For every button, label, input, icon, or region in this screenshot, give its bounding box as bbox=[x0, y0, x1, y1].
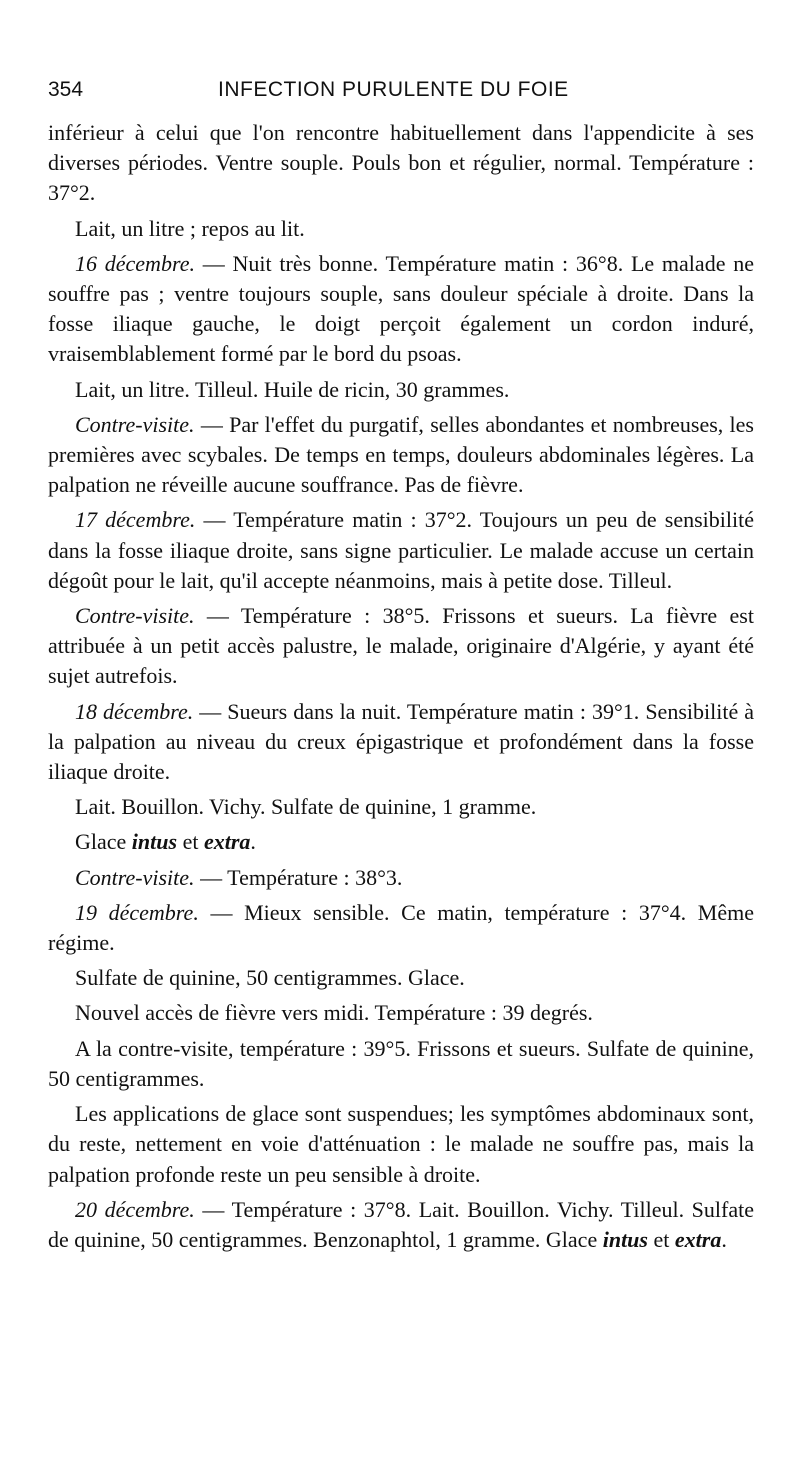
paragraph bbox=[48, 214, 754, 244]
date-label: 20 décembre. bbox=[75, 1196, 195, 1222]
paragraph bbox=[48, 963, 754, 993]
paragraph-text: . bbox=[721, 1226, 727, 1252]
page-number: 354 bbox=[48, 78, 84, 101]
paragraph-text: — Température : 38°3. bbox=[194, 864, 403, 890]
paragraph bbox=[48, 827, 754, 857]
visit-label: Contre-visite. bbox=[75, 603, 195, 629]
paragraph-text: — Sueurs dans la nuit. Température matin : 39°1. Sensibilité à la palpation au niveau du creux épigastrique et profondément dans la fosse iliaque droite. bbox=[48, 698, 754, 785]
paragraph-text: Sulfate de quinine, 50 centigrammes. Glace. bbox=[75, 965, 465, 991]
paragraph bbox=[48, 410, 754, 501]
paragraph-text: — Par l'effet du purgatif, selles abondantes et nombreuses, les premières avec scybales. De temps en temps, douleurs abdominales légères. La palpation ne réveille aucune souffrance. Pas de fièvre. bbox=[48, 411, 754, 498]
paragraph-text: inférieur à celui que l'on rencontre habituellement dans l'appendicite à ses diverses périodes. Ventre souple. Pouls bon et régulier, normal. Température : 37°2. bbox=[48, 120, 754, 206]
paragraph bbox=[48, 249, 754, 370]
paragraph bbox=[48, 375, 754, 405]
body-text bbox=[48, 118, 754, 1255]
paragraph bbox=[48, 505, 754, 596]
paragraph-text: et bbox=[647, 1226, 675, 1252]
paragraph-text: Glace bbox=[75, 829, 132, 855]
visit-label: Contre-visite. bbox=[75, 411, 195, 437]
latin-term: extra bbox=[203, 829, 251, 855]
paragraph-text: Lait, un litre ; repos au lit. bbox=[75, 215, 305, 241]
page-header bbox=[48, 78, 754, 118]
date-label: 16 décembre. bbox=[75, 250, 195, 276]
paragraph-text: Les applications de glace sont suspendues; les symptômes abdominaux sont, du reste, nettement en voie d'atténuation : le malade ne souffre pas, mais la palpation profonde reste un peu sensible à droite. bbox=[48, 1101, 754, 1187]
latin-term: extra bbox=[674, 1226, 722, 1252]
paragraph bbox=[48, 998, 754, 1028]
date-label: 17 décembre. bbox=[75, 507, 196, 533]
latin-term: intus bbox=[131, 829, 178, 855]
document-page bbox=[48, 78, 754, 1260]
latin-term: intus bbox=[602, 1226, 648, 1252]
running-title: INFECTION PURULENTE DU FOIE bbox=[218, 78, 569, 101]
paragraph-text: A la contre-visite, température : 39°5. Frissons et sueurs. Sulfate de quinine, 50 centigrammes. bbox=[48, 1035, 754, 1091]
paragraph-text: Nouvel accès de fièvre vers midi. Température : 39 degrés. bbox=[75, 1000, 593, 1026]
paragraph-text: Lait. Bouillon. Vichy. Sulfate de quinine, 1 gramme. bbox=[75, 794, 537, 820]
paragraph bbox=[48, 118, 754, 209]
paragraph-text: Lait, un litre. Tilleul. Huile de ricin, 30 grammes. bbox=[75, 376, 510, 402]
paragraph bbox=[48, 697, 754, 788]
paragraph bbox=[48, 601, 754, 692]
paragraph-text: — Température : 37°8. Lait. Bouillon. Vichy. Tilleul. Sulfate de quinine, 50 centigrammes. Benzonaphtol, 1 gramme. Glace bbox=[48, 1196, 754, 1252]
paragraph-text: et bbox=[177, 829, 204, 855]
paragraph-text: — Température : 38°5. Frissons et sueurs. La fièvre est attribuée à un petit accès palustre, le malade, originaire d'Algérie, y ayant été sujet autrefois. bbox=[48, 603, 754, 689]
paragraph bbox=[48, 1034, 754, 1094]
date-label: 18 décembre. bbox=[75, 698, 194, 724]
paragraph-text: . bbox=[250, 829, 256, 855]
paragraph-text: — Nuit très bonne. Température matin : 36°8. Le malade ne souffre pas ; ventre toujours souple, sans douleur spéciale à droite. Dans la fosse iliaque gauche, le doigt perçoit également un cordon induré, vraisemblablement formé par le bord du psoas. bbox=[48, 250, 754, 367]
paragraph bbox=[48, 792, 754, 822]
date-label: 19 décembre. bbox=[75, 899, 199, 925]
paragraph bbox=[48, 898, 754, 958]
paragraph bbox=[48, 863, 754, 893]
paragraph-text: — Mieux sensible. Ce matin, température : 37°4. Même régime. bbox=[48, 899, 754, 956]
visit-label: Contre-visite. bbox=[75, 864, 195, 890]
paragraph-text: — Température matin : 37°2. Toujours un peu de sensibilité dans la fosse iliaque droite, sans signe particulier. Le malade accuse un certain dégoût pour le lait, qu'il accepte néanmoins, mais à petite dose. Tilleul. bbox=[48, 507, 754, 593]
paragraph bbox=[48, 1195, 754, 1255]
paragraph bbox=[48, 1099, 754, 1190]
